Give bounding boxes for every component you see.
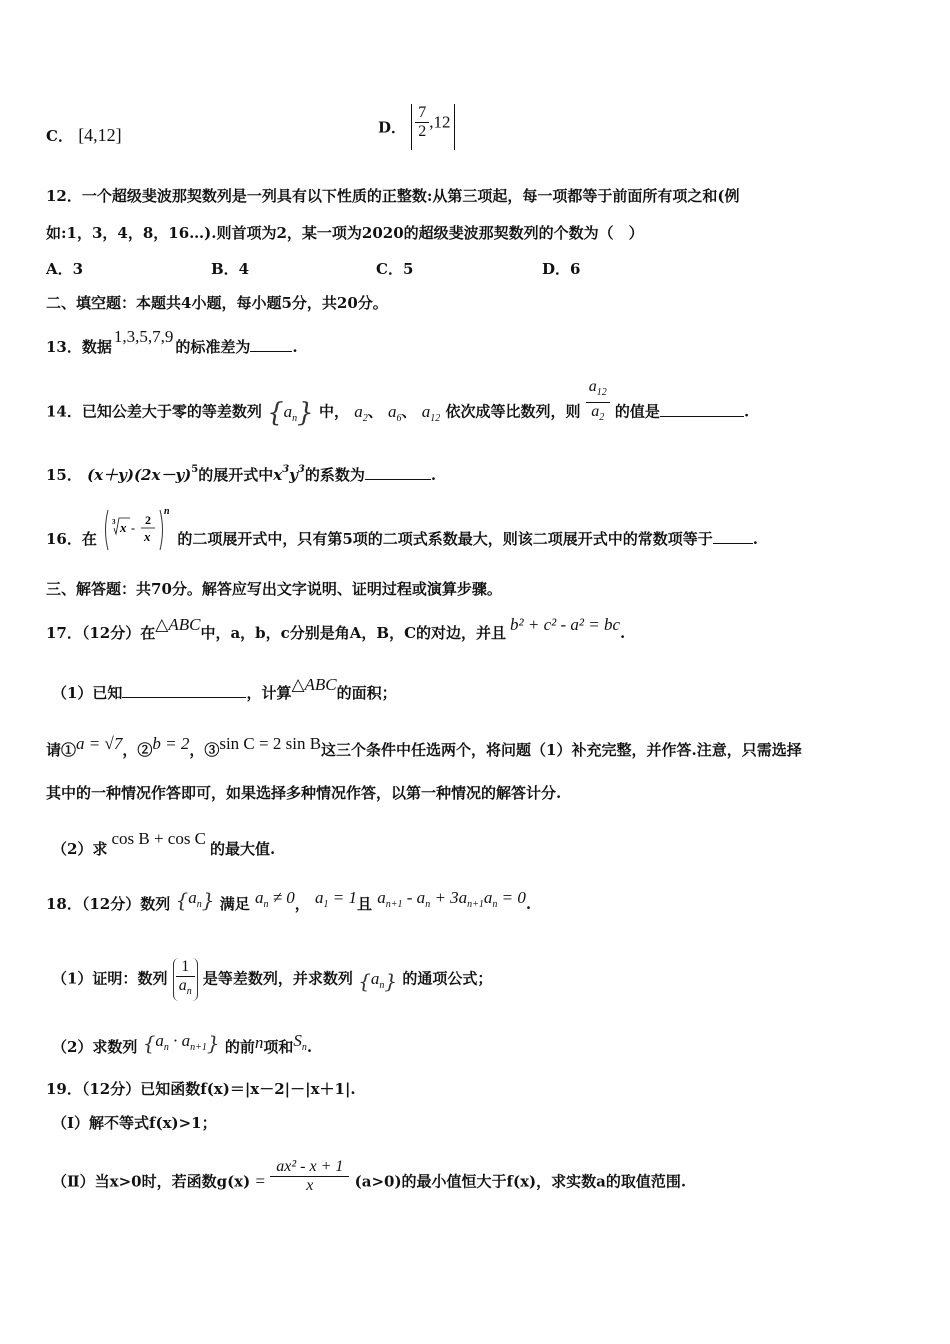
q13-suffix: 的标准差为 [175, 338, 251, 356]
answer-blank [365, 465, 431, 480]
choice-text: 这三个条件中任选两个，将问题（1）补充完整，并作答.注意，只需选择 [321, 741, 802, 759]
q17-part2-prefix: （2）求 [52, 840, 108, 858]
q13-data: 1,3,5,7,9 [113, 327, 174, 346]
fraction-a12-a2: $\frac{a_{12}}{a_2}$ [586, 378, 610, 427]
term-a12: $a_{12}$ [421, 401, 441, 424]
q15-expression: (x＋y)(2x－y) [87, 466, 192, 484]
q15: 15． $(x+y)(2x-y)^5$的展开式中$x^3y^3$的系数为 . [46, 464, 437, 484]
recurrence: $a_{n+1} - a_n + 3a_{n+1}a_n = 0$ [377, 888, 526, 910]
q15-mid: 的展开式中 [198, 466, 274, 484]
separator: 、 [367, 402, 383, 421]
var-n: n [254, 1033, 264, 1052]
q18-text: 满足 [219, 895, 250, 913]
condition-a1: $a_1 = 1$ [315, 888, 358, 910]
option-label: C． [46, 127, 73, 145]
q19-part2-prefix: （Ⅱ）当x>0时，若函数g(x) [52, 1172, 251, 1191]
binomial-expression [102, 506, 172, 562]
fraction: $\frac{1}{a_n}$ [176, 958, 195, 1001]
q16-prefix: 16．在 [46, 530, 97, 548]
answer-blank [122, 683, 246, 698]
q12-option-d: D．6 [542, 260, 581, 278]
term-a2: $a_2$ [354, 401, 368, 424]
seq-1-over-an [173, 958, 198, 1001]
svg-text:2: 2 [145, 513, 152, 527]
q17-condition: b² + c² - a² = bc [510, 615, 621, 634]
denominator: x [306, 1177, 314, 1194]
denominator: 2 [418, 123, 427, 140]
q18-part1-end: 的通项公式； [402, 969, 493, 988]
q18-part2-end: . [306, 1038, 313, 1056]
q18-part1 [52, 958, 910, 1001]
q19-part2 [52, 1158, 910, 1195]
q17-part1-mid: ，计算 [246, 684, 292, 702]
q19-part2-end: (a>0)的最小值恒大于f(x)，求实数a的取值范围. [354, 1172, 687, 1191]
seq-an-an1: $\{a_n \cdot a_{n+1}\}$ [142, 1031, 220, 1055]
term-x3y3: $x^3y^3$ [273, 464, 305, 484]
q18-and: 且 [357, 895, 373, 913]
q12-option-a: A．3 [46, 260, 84, 278]
option-d-interval [411, 104, 454, 150]
svg-text:-: - [131, 521, 136, 535]
q17-part1-end: 的面积； [336, 684, 397, 702]
q19-line: 19．（12分）已知函数f(x)＝|x－2|－|x＋1|. [46, 1080, 356, 1098]
seq-an: $\{a_n\}$ [267, 397, 314, 428]
q14-mid1: 中， [318, 402, 349, 421]
q14-prefix: 14．已知公差大于零的等差数列 [46, 402, 262, 421]
choice-2: b = 2 [152, 734, 190, 753]
interval-rest: ,12 [429, 112, 451, 132]
condition-an-nonzero: $a_n \ne 0$ [254, 888, 295, 910]
q13-end: . [292, 338, 298, 356]
q12-line2: 如:1，3，4，8，16…).则首项为2，某一项为2020的超级斐波那契数列的个数为（ ） [46, 224, 644, 242]
q14-end: . [743, 402, 750, 421]
q14-mid2: 依次成等比数列，则 [445, 402, 581, 421]
q16-suffix: 的二项展开式中，只有第5项的二项式系数最大，则该二项展开式中的常数项等于 [177, 530, 713, 548]
q12-line1: 12．一个超级斐波那契数列是一列具有以下性质的正整数:从第三项起，每一项都等于前面所有项之和(例 [46, 187, 740, 205]
q15-end: . [430, 466, 437, 484]
numerator: 7 [415, 104, 429, 123]
choice-sep: ，② [122, 741, 153, 759]
option-label: D． [378, 118, 407, 137]
q17-line1 [46, 614, 910, 644]
q17-text: 中，a，b，c分别是角A，B，C的对边，并且 [200, 624, 507, 642]
q18-part2 [52, 1030, 910, 1059]
choice-3: sin C = 2 sin B [219, 734, 322, 753]
q18-end: . [525, 895, 532, 913]
q18-part2-prefix: （2）求数列 [52, 1038, 138, 1056]
section-2-heading: 二、填空题：本题共4小题，每小题5分，共20分。 [46, 294, 388, 312]
q18-sep: ， [294, 895, 310, 913]
q14-mid3: 的值是 [614, 402, 660, 421]
svg-text:x: x [144, 529, 151, 544]
answer-blank [250, 337, 292, 352]
answer-blank [713, 529, 753, 544]
q12-option-c: C．5 [376, 260, 414, 278]
fraction-g [270, 1158, 349, 1195]
q11-option-d [378, 104, 455, 150]
q15-prefix: 15． [46, 466, 82, 484]
q16-end: . [752, 530, 759, 548]
answer-blank [660, 402, 744, 417]
sum-sn: $S_n$ [293, 1031, 307, 1053]
q17-part1-prefix: （1）已知 [52, 684, 123, 702]
q13-prefix: 13．数据 [46, 338, 112, 356]
q18-part2-mid2: 项和 [263, 1038, 294, 1056]
q13 [46, 326, 910, 358]
equals-sign: = [255, 1171, 266, 1191]
option-c-value: [4,12] [78, 125, 122, 145]
q19-part1: （Ⅰ）解不等式f(x)>1； [52, 1114, 217, 1132]
q17-end: . [620, 624, 626, 642]
seq-an: $\{a_n\}$ [175, 888, 215, 912]
binomial-svg [102, 506, 172, 554]
triangle-abc: △ABC [291, 675, 337, 694]
q14 [46, 378, 910, 430]
q17-part2-expression: cos B + cos C [111, 829, 207, 848]
q17-choices-line2: 其中的一种情况作答即可，如果选择多种情况作答，以第一种情况的解答计分. [46, 784, 562, 802]
seq-an: $\{a_n\}$ [358, 968, 398, 993]
choice-sep: ，③ [189, 741, 220, 759]
svg-text:3: 3 [112, 518, 116, 526]
triangle-abc: △ABC [155, 615, 201, 634]
term-a6: $a_6$ [387, 401, 402, 424]
q15-mid2: 的系数为 [304, 466, 365, 484]
q17-prefix: 17．（12分）在 [46, 624, 156, 642]
svg-text:n: n [164, 506, 170, 517]
q18-part1-mid: 是等差数列，并求数列 [202, 969, 353, 988]
q18-part1-prefix: （1）证明：数列 [52, 969, 168, 988]
choice-1: a = √7 [76, 734, 123, 753]
q17-part1 [52, 674, 910, 704]
q11-option-c [46, 125, 122, 146]
q16 [46, 506, 910, 562]
q17-part2 [52, 828, 910, 860]
q18-part2-mid: 的前 [224, 1038, 255, 1056]
fraction [415, 104, 429, 141]
q17-part2-end: 的最大值. [210, 840, 276, 858]
choice-prefix: 请① [46, 741, 77, 759]
q18-prefix: 18．（12分）数列 [46, 895, 171, 913]
section-3-heading: 三、解答题：共70分。解答应写出文字说明、证明过程或演算步骤。 [46, 580, 502, 598]
q18-line [46, 887, 910, 916]
svg-text:x: x [120, 520, 127, 535]
q12-option-b: B．4 [211, 260, 250, 278]
numerator: ax² - x + 1 [270, 1158, 349, 1177]
separator: 、 [401, 402, 417, 421]
q17-choices [46, 733, 910, 761]
